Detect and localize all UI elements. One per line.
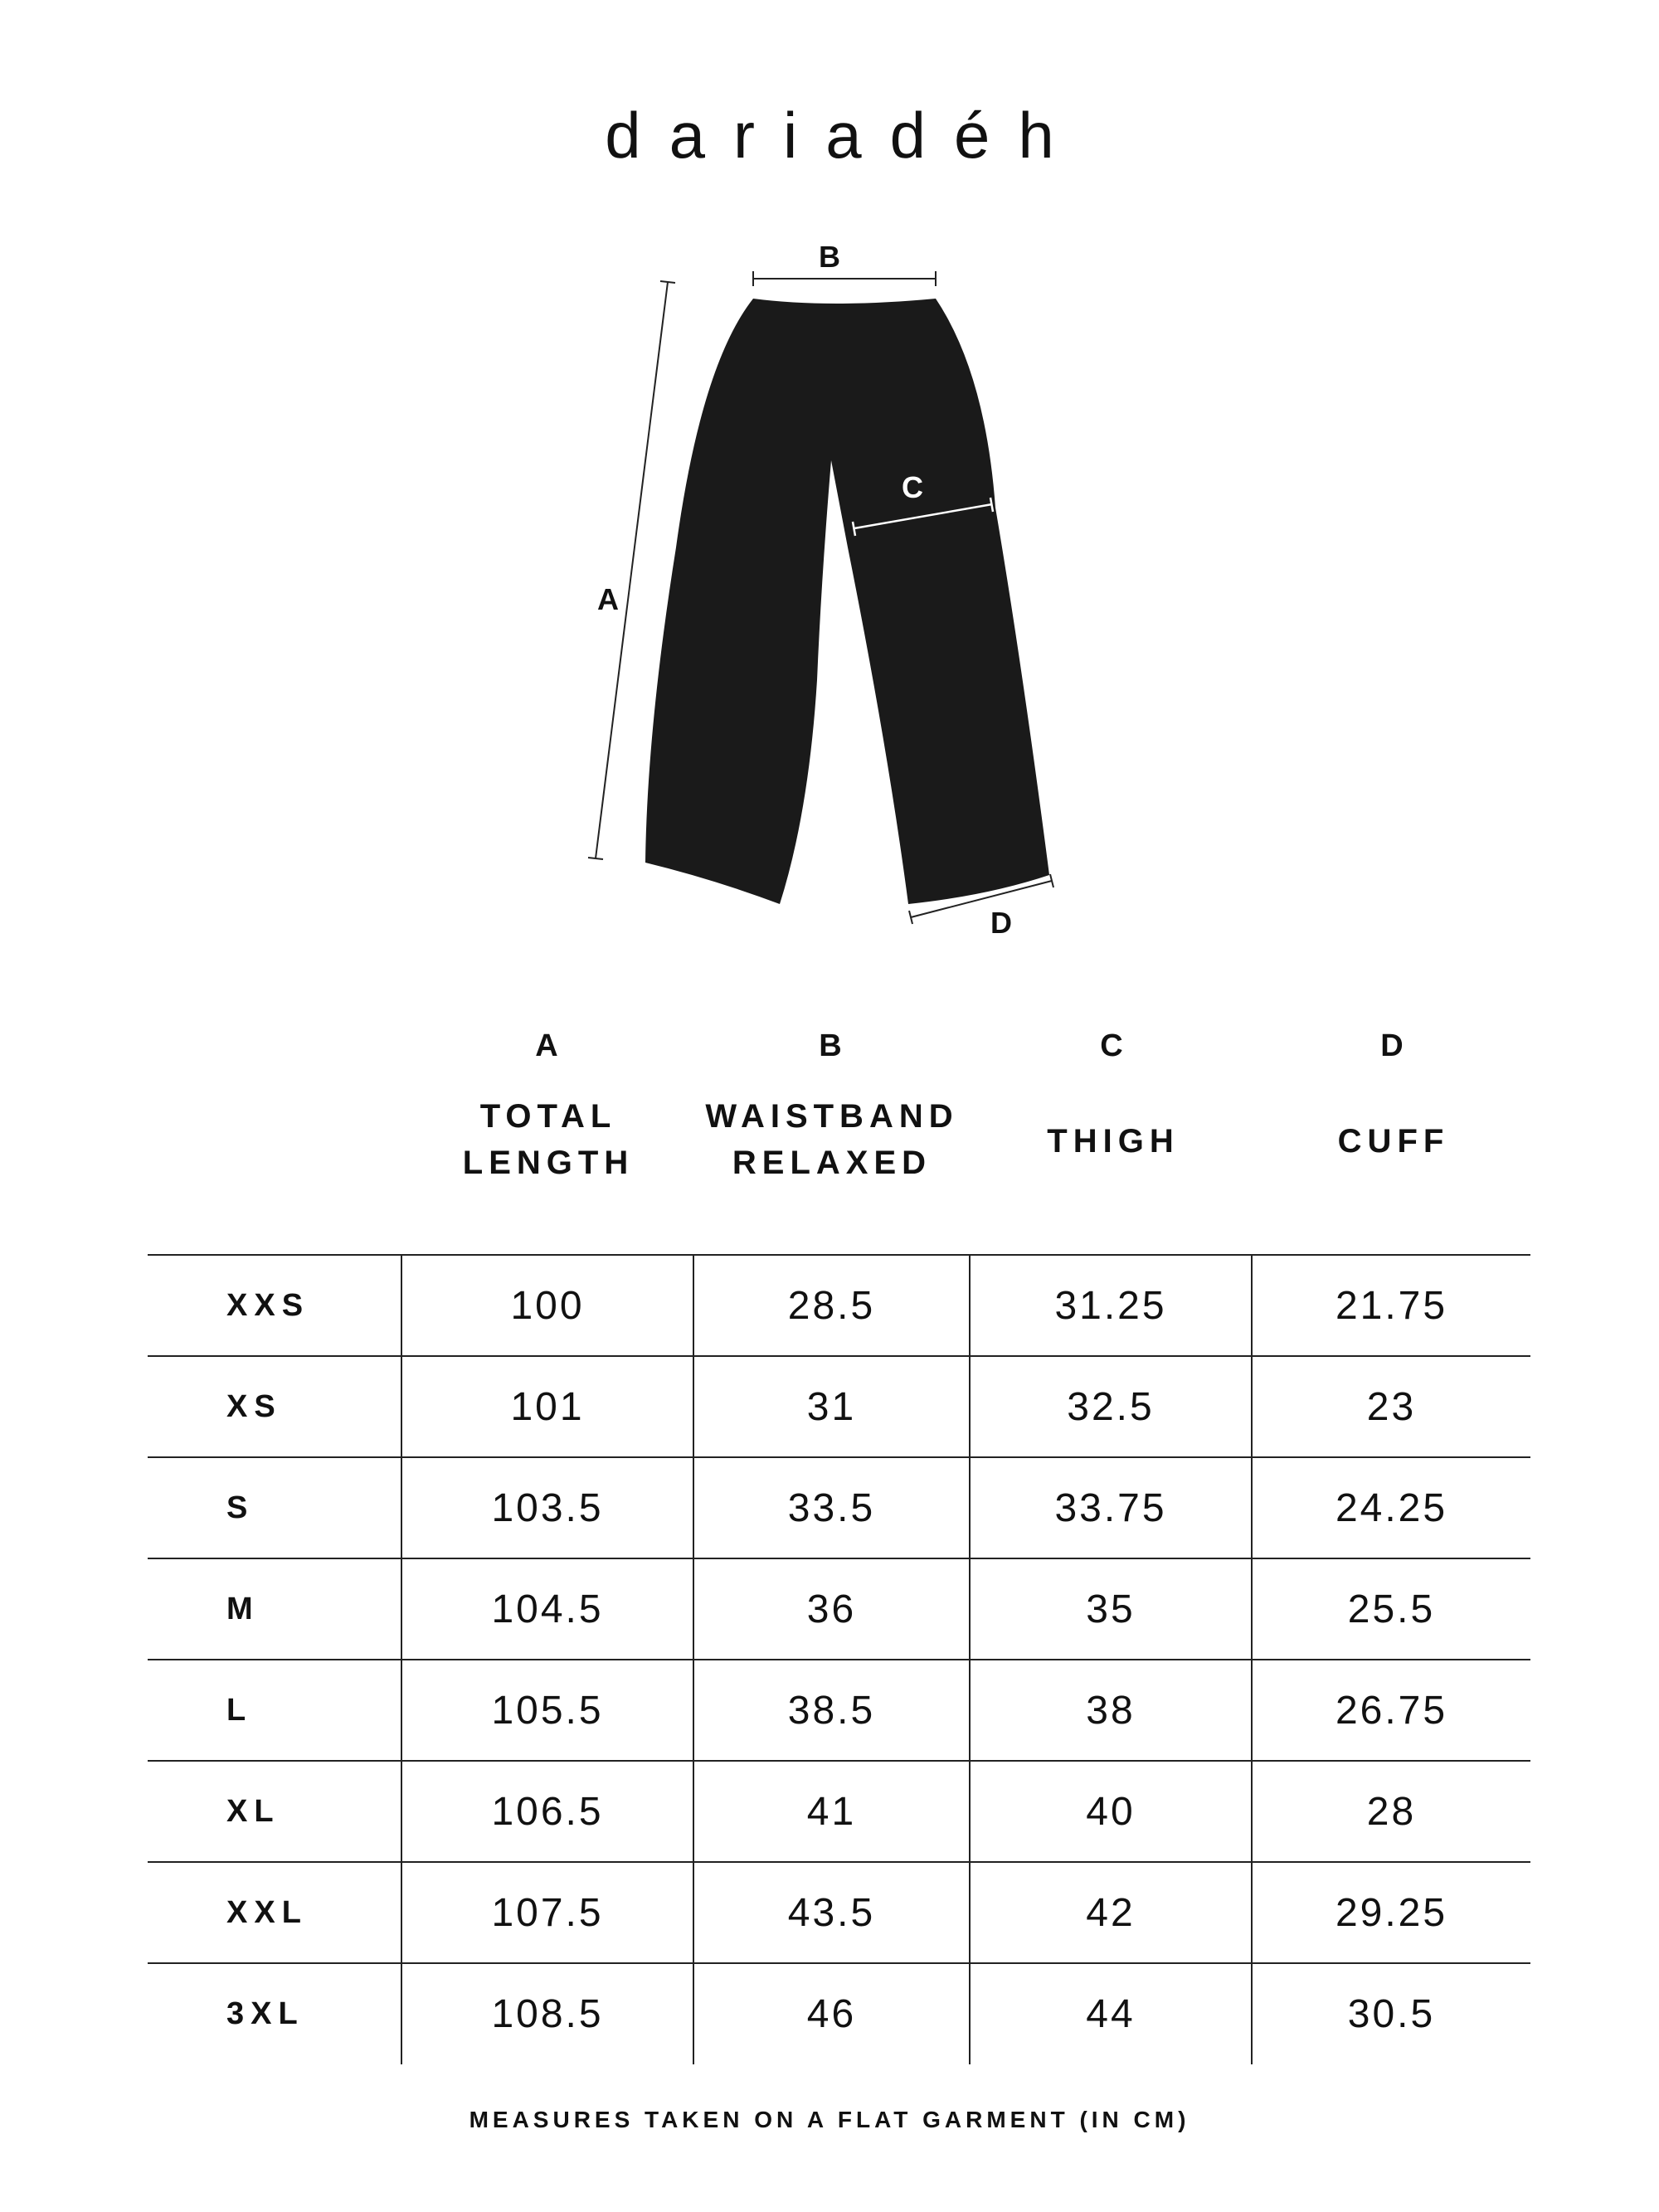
cell-waistband: 43.5 <box>693 1862 970 1963</box>
cell-waistband: 36 <box>693 1558 970 1660</box>
cell-thigh: 42 <box>970 1862 1252 1963</box>
size-label: L <box>148 1660 401 1761</box>
size-label: 3XL <box>148 1963 401 2064</box>
cell-cuff: 26.75 <box>1252 1660 1530 1761</box>
cell-thigh: 35 <box>970 1558 1252 1660</box>
cell-cuff: 28 <box>1252 1761 1530 1862</box>
cell-thigh: 40 <box>970 1761 1252 1862</box>
table-row <box>148 1761 1530 1862</box>
header-letter-c: C <box>1100 1028 1126 1063</box>
cell-thigh: 32.5 <box>970 1356 1252 1457</box>
header-waistband-relaxed: WAISTBAND RELAXED <box>705 1098 959 1181</box>
size-label: XXS <box>148 1255 401 1356</box>
size-table <box>148 1254 1530 2064</box>
header-thigh: THIGH <box>1047 1123 1180 1159</box>
header-total-length: TOTAL LENGTH <box>462 1098 635 1181</box>
cell-total-length: 105.5 <box>401 1660 693 1761</box>
cell-waistband: 31 <box>693 1356 970 1457</box>
cell-waistband: 46 <box>693 1963 970 2064</box>
cell-cuff: 21.75 <box>1252 1255 1530 1356</box>
size-label: XL <box>148 1761 401 1862</box>
table-row <box>148 1457 1530 1558</box>
label-d: D <box>990 906 1012 940</box>
footnote: MEASURES TAKEN ON A FLAT GARMENT (IN CM) <box>469 2107 1190 2132</box>
pants-diagram <box>0 0 1659 962</box>
table-row <box>148 1660 1530 1761</box>
cell-total-length: 101 <box>401 1356 693 1457</box>
table-row <box>148 1963 1530 2064</box>
header-letter-a: A <box>535 1028 562 1063</box>
cell-waistband: 38.5 <box>693 1660 970 1761</box>
table-row <box>148 1356 1530 1457</box>
cell-cuff: 24.25 <box>1252 1457 1530 1558</box>
cell-total-length: 107.5 <box>401 1862 693 1963</box>
cell-thigh: 33.75 <box>970 1457 1252 1558</box>
cell-total-length: 100 <box>401 1255 693 1356</box>
label-c: C <box>902 470 923 504</box>
cell-total-length: 106.5 <box>401 1761 693 1862</box>
cell-waistband: 41 <box>693 1761 970 1862</box>
cell-thigh: 31.25 <box>970 1255 1252 1356</box>
table-row <box>148 1862 1530 1963</box>
brand-logo: dariadéh <box>605 99 1082 172</box>
size-label: XXL <box>148 1862 401 1963</box>
cell-waistband: 28.5 <box>693 1255 970 1356</box>
header-letter-b: B <box>819 1028 845 1063</box>
cell-thigh: 38 <box>970 1660 1252 1761</box>
cell-cuff: 30.5 <box>1252 1963 1530 2064</box>
label-b: B <box>819 240 840 274</box>
cell-total-length: 108.5 <box>401 1963 693 2064</box>
cell-cuff: 29.25 <box>1252 1862 1530 1963</box>
pants-illustration <box>645 299 1049 904</box>
cell-waistband: 33.5 <box>693 1457 970 1558</box>
size-label: M <box>148 1558 401 1660</box>
cell-cuff: 25.5 <box>1252 1558 1530 1660</box>
table-row <box>148 1558 1530 1660</box>
size-label: S <box>148 1457 401 1558</box>
cell-cuff: 23 <box>1252 1356 1530 1457</box>
table-row <box>148 1255 1530 1356</box>
cell-total-length: 103.5 <box>401 1457 693 1558</box>
header-cuff: CUFF <box>1337 1123 1450 1159</box>
cell-total-length: 104.5 <box>401 1558 693 1660</box>
header-letter-d: D <box>1380 1028 1407 1063</box>
label-a: A <box>597 582 619 616</box>
size-label: XS <box>148 1356 401 1457</box>
cell-thigh: 44 <box>970 1963 1252 2064</box>
